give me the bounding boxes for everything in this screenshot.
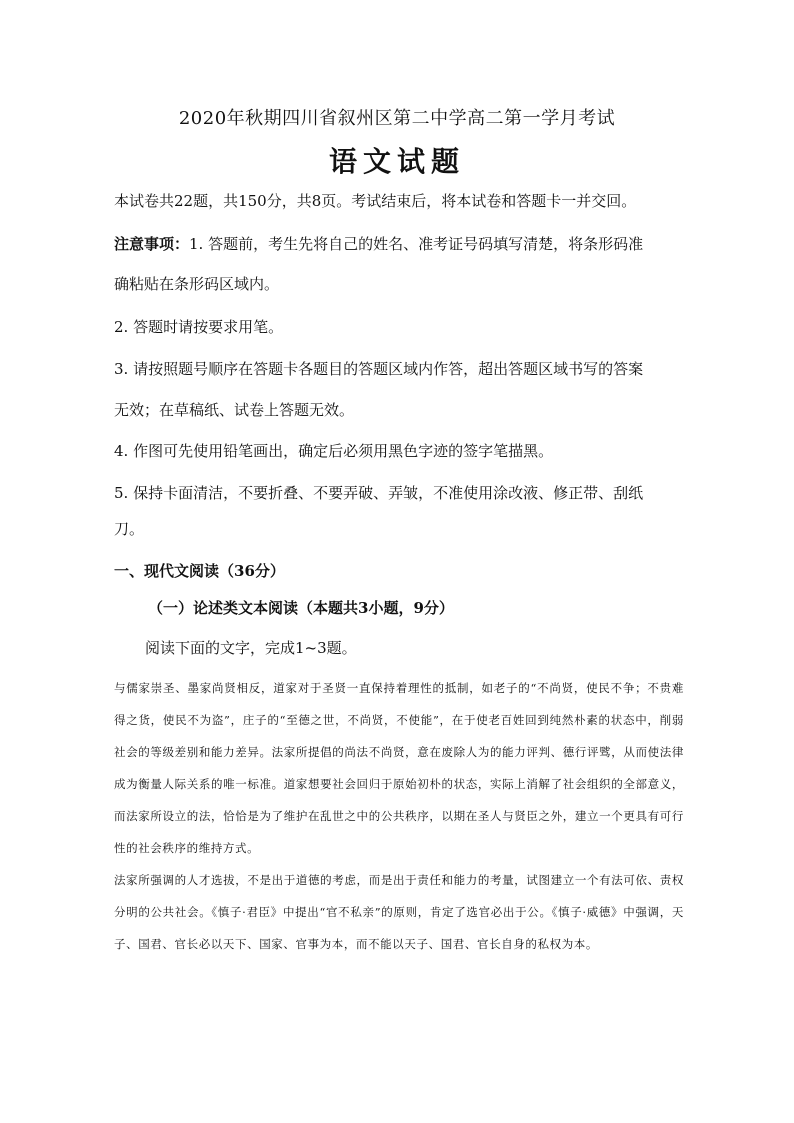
notice-item-1a xyxy=(114,233,694,254)
notice-item-3b: 无效；在草稿纸、试卷上答题无效。 xyxy=(114,401,355,419)
notice-item-2: 2. 答题时请按要求用笔。 xyxy=(114,318,284,336)
subsection-heading: （一）论述类文本阅读（本题共3小题，9分） xyxy=(148,599,454,617)
exam-title: 2020年秋期四川省叙州区第二中学高二第一学月考试 xyxy=(178,108,616,129)
reading-instruction: 阅读下面的文字，完成1~3题。 xyxy=(145,639,357,657)
passage-paragraph-2: 法家所强调的人才选拔，不是出于道德的考虑，而是出于责任和能力的考量，试图建立一个有法可依、责权分明的公共社会。《慎子·君臣》中提出“官不私亲”的原则，肯定了选官必出于公。《慎子·威德》中强调，天子、国君、官长必以天下、国家、官事为本，而不能以天子、国君、官长自身的私权为本。 xyxy=(114,873,684,951)
notice-item-4: 4. 作图可先使用铅笔画出，确定后必须用黑色字迹的签字笔描黑。 xyxy=(114,442,554,460)
intro-text: 本试卷共22题，共150分，共8页。考试结束后，将本试卷和答题卡一并交回。 xyxy=(114,192,637,210)
notice-item-5b: 刀。 xyxy=(114,520,145,538)
subject-title: 语文试题 xyxy=(328,145,465,178)
section-heading: 一、现代文阅读（36分） xyxy=(114,562,285,580)
notice-label: 注意事项： xyxy=(114,235,190,253)
notice-item-3a: 3. 请按照题号顺序在答题卡各题目的答题区域内作答，超出答题区域书写的答案 xyxy=(114,360,644,378)
passage-paragraph-1: 与儒家崇圣、墨家尚贤相反，道家对于圣贤一直保持着理性的抵制，如老子的“不尚贤，使民不争；不贵难得之货，使民不为盗”，庄子的“至德之世，不尚贤，不使能”，在于使老百姓回到纯然朴素的状态中，削弱社会的等级差别和能力差异。法家所提倡的尚法不尚贤，意在废除人为的能力评判、德行评骘，从而使法律成为衡量人际关系的唯一标准。道家想要社会回归于原始初朴的状态，实际上消解了社会组织的全部意义，而法家所设立的法，恰恰是为了维护在乱世之中的公共秩序，以期在圣人与贤臣之外，建立一个更具有可行性的社会秩序的维持方式。 xyxy=(114,681,684,855)
notice-item-1b: 确粘贴在条形码区域内。 xyxy=(114,275,280,293)
notice-item-1-text: 1. 答题前，考生先将自己的姓名、准考证号码填写清楚，将条形码准 xyxy=(189,235,644,253)
notice-item-5a: 5. 保持卡面清洁，不要折叠、不要弄破、弄皱，不准使用涂改液、修正带、刮纸 xyxy=(114,484,644,502)
reading-passage xyxy=(114,672,684,960)
